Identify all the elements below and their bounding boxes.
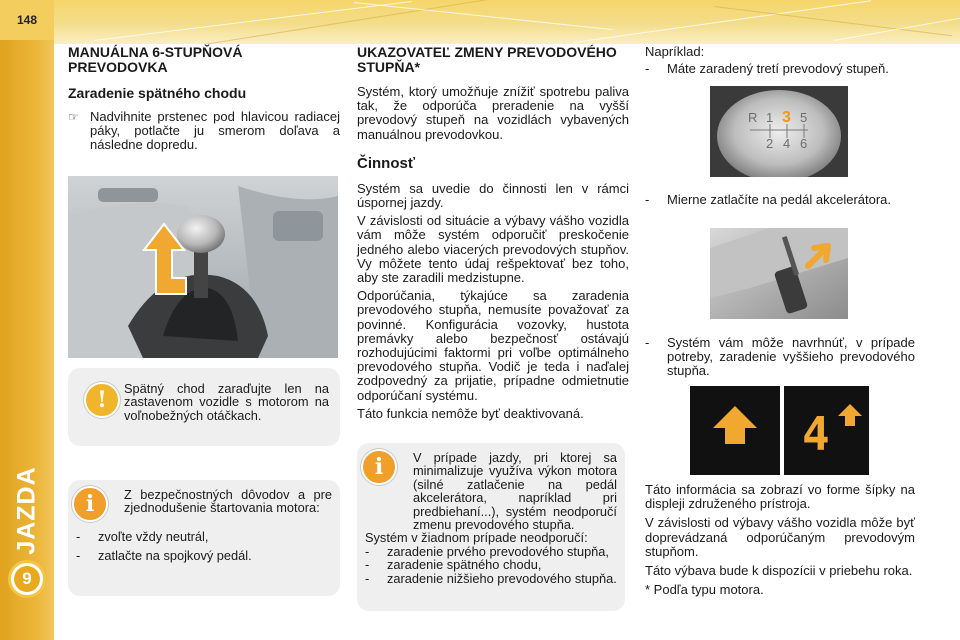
list-item: - zaradenie nižšieho prevodového stupňa. [365, 570, 617, 586]
example-step-3: - Systém vám môže navrhnúť, v prípade potreby, zaradenie vyššieho prevodového stupňa. [645, 335, 915, 379]
engine-power-info-text: V prípade jazdy, pri ktorej sa minimalizuje využíva výkon motora (silné zatlačenie na pedál akcelerátora, napríklad pri predbiehaní...), systém neodporučí zmenu prevodového stupňa. Systém v žiadnom prípade neodporučí: - zaradenie prvého prevodového stupňa, - zaradenie spätného chodu, - zaradenie nižšieho prevodového stupňa. [365, 450, 617, 586]
recommended-gear-display [784, 386, 869, 475]
chapter-number-badge: 9 [8, 560, 46, 598]
recommended-gear-digit: 4 [802, 407, 830, 461]
shift-up-arrow-display [690, 386, 780, 475]
safety-info-list [76, 530, 332, 566]
gear-label: 4 [783, 136, 791, 151]
paragraph: Táto výbava bude k dispozícii v priebehu roka. [645, 563, 913, 579]
paragraph: V závislosti od výbavy vášho vozidla môže byť doprevádzaná odporúčaným prevodovým stupňom. [645, 515, 915, 559]
safety-info-note [68, 480, 340, 596]
paragraph: Systém sa uvedie do činnosti len v rámci úspornej jazdy. [357, 180, 629, 211]
info-icon: i [72, 486, 108, 522]
column-manual-gearbox [68, 45, 340, 157]
section-title: UKAZOVATEĽ ZMENY PREVODOVÉHO STUPŇA* [357, 44, 617, 75]
example-label: Napríklad: [645, 44, 705, 59]
warning-note [68, 368, 340, 446]
safety-info-text: Z bezpečnostných dôvodov a pre zjednodušenie štartovania motora: [124, 487, 332, 516]
example-step-2: - Mierne zatlačíte na pedál akcelerátora. [645, 192, 892, 207]
example-step-1: - Máte zaradený tretí prevodový stupeň. [645, 61, 889, 77]
finger-pointer-icon: ☞ [68, 110, 79, 124]
up-arrow-icon [838, 404, 862, 426]
gear-label: 6 [800, 136, 808, 151]
paragraph: Táto funkcia nemôže byť deaktivovaná. [357, 405, 584, 421]
paragraph: Táto informácia sa zobrazí vo forme šípky na displeji združeného prístroja. [645, 482, 915, 512]
warning-text: Spätný chod zaraďujte len na zastavenom vozidle s motorom na voľnobežných otáčkach. [124, 381, 329, 423]
info-icon: i [361, 449, 397, 485]
instruction-text: Nadvihnite prstenec pod hlavicou radiacej páky, potlačte ju smerom doľava a následne dopredu. [90, 109, 340, 153]
example-step-2-wrap [645, 193, 915, 210]
page-number: 148 [0, 0, 54, 40]
list-item: - zvoľte vždy neutrál, [76, 529, 209, 544]
up-arrow-icon [713, 406, 757, 444]
column-example [645, 45, 915, 79]
chapter-title: JAZDA [12, 465, 41, 555]
list-item: - zaradenie spätného chodu, [365, 557, 542, 573]
header-decoration [54, 0, 960, 44]
list-item: - zatlačte na spojkový pedál. [76, 548, 252, 564]
column-gear-shift-indicator [357, 45, 629, 425]
subsection-title: Činnosť [357, 154, 416, 172]
engine-power-info-note [357, 443, 625, 611]
example-step-3-wrap [645, 336, 915, 382]
gear-lever-console-image [68, 176, 338, 358]
warning-icon: ! [84, 382, 120, 418]
gear-knob-image [710, 86, 848, 177]
footnote: * Podľa typu motora. [645, 582, 764, 598]
paragraph: Odporúčania, týkajúce sa zaradenia prevodového stupňa, nemusíte považovať za povinné. Konfigurácia vozovky, hustota premávky alebo bezpečnosť ostávajú rozhodujúcimi faktormi pri voľbe optimálneho prevodového stupňa. Vodič je teda i naďalej zodpovedný za prijatie, prípadne odmietnutie odporúčaní systému. [357, 288, 629, 403]
gear-label: 3 [782, 109, 791, 126]
intro-text: Systém, ktorý umožňuje znížiť spotrebu paliva tak, že odporúča preradenie na vyšší prevodový stupeň na vozidlách vybavených manuálnou prevodovkou. [357, 84, 629, 142]
gear-label: 5 [800, 110, 808, 125]
gear-label: 2 [766, 136, 774, 151]
gear-label: R [748, 110, 758, 125]
accelerator-pedal-image [710, 228, 848, 319]
list-item: - zaradenie prvého prevodového stupňa, [365, 543, 609, 559]
gear-label: 1 [766, 110, 774, 125]
section-title: MANUÁLNA 6-STUPŇOVÁ PREVODOVKA [68, 44, 243, 75]
subsection-title: Zaradenie spätného chodu [68, 85, 247, 101]
paragraph: V závislosti od situácie a výbavy vášho vozidla vám môže systém odporučiť preskočenie jedného alebo viacerých prevodových stupňov. Vy môžete tento údaj rešpektovať bez toho, aby ste zaradili medzistupne. [357, 213, 629, 286]
instruction-bullet [68, 110, 340, 153]
column-example-notes [645, 483, 915, 597]
